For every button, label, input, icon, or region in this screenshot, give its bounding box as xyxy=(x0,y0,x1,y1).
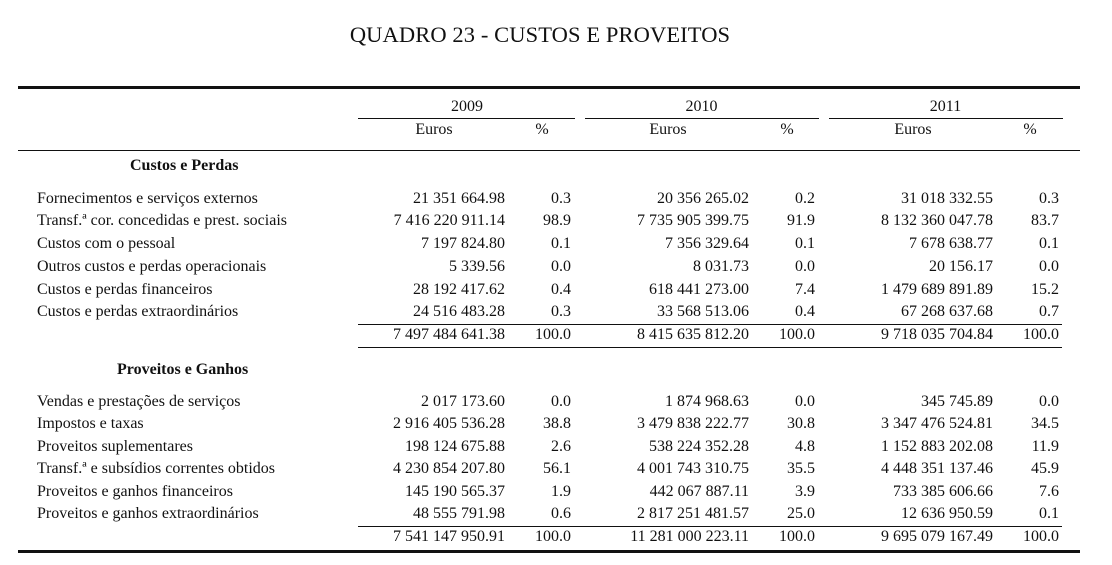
table-row xyxy=(0,505,1112,527)
euros-cell: 198 124 675.88 xyxy=(405,438,505,455)
year-2009-header: 2009 xyxy=(451,98,483,115)
euros-header-2011: Euros xyxy=(894,121,932,138)
table-row xyxy=(0,281,1112,303)
pct-cell: 0.3 xyxy=(551,190,571,207)
pct-cell: 3.9 xyxy=(795,483,815,500)
euros-cell: 5 339.56 xyxy=(449,258,505,275)
euros-cell: 21 351 664.98 xyxy=(413,190,505,207)
euros-cell: 2 817 251 481.57 xyxy=(637,505,749,522)
pct-cell: 0.3 xyxy=(1039,190,1059,207)
pct-cell: 0.1 xyxy=(1039,505,1059,522)
total-euros-cell: 7 497 484 641.38 xyxy=(393,326,505,343)
euros-cell: 3 479 838 222.77 xyxy=(637,415,749,432)
total-row xyxy=(0,326,1112,348)
euros-cell: 7 356 329.64 xyxy=(665,235,749,252)
row-label: Custos com o pessoal xyxy=(37,235,176,252)
table-top-rule xyxy=(18,86,1080,89)
pct-cell: 0.0 xyxy=(551,393,571,410)
year-2010-rule xyxy=(585,118,819,119)
euros-cell: 4 448 351 137.46 xyxy=(881,460,993,477)
total-pct-cell: 100.0 xyxy=(535,326,571,343)
table-row xyxy=(0,303,1112,325)
total-pct-cell: 100.0 xyxy=(1023,326,1059,343)
row-label: Transf.ª cor. concedidas e prest. sociais xyxy=(37,212,287,229)
pct-header-2011: % xyxy=(1023,121,1037,138)
euros-cell: 31 018 332.55 xyxy=(901,190,993,207)
pct-cell: 91.9 xyxy=(787,212,815,229)
row-label: Transf.ª e subsídios correntes obtidos xyxy=(37,460,276,477)
euros-cell: 442 067 887.11 xyxy=(649,483,749,500)
row-label: Outros custos e perdas operacionais xyxy=(37,258,267,275)
euros-cell: 2 916 405 536.28 xyxy=(393,415,505,432)
row-label: Fornecimentos e serviços externos xyxy=(37,190,258,207)
pct-cell: 0.4 xyxy=(795,303,815,320)
table-row xyxy=(0,393,1112,415)
pct-cell: 15.2 xyxy=(1031,281,1059,298)
pct-cell: 0.0 xyxy=(551,258,571,275)
row-label: Proveitos e ganhos financeiros xyxy=(37,483,233,500)
table-row xyxy=(0,190,1112,212)
total-euros-cell: 9 695 079 167.49 xyxy=(881,528,993,545)
pct-cell: 1.9 xyxy=(551,483,571,500)
euros-cell: 4 001 743 310.75 xyxy=(637,460,749,477)
total-pct-cell: 100.0 xyxy=(535,528,571,545)
total-euros-cell: 7 541 147 950.91 xyxy=(393,528,505,545)
pct-cell: 0.0 xyxy=(1039,258,1059,275)
header-bottom-rule xyxy=(18,150,1080,151)
table-row xyxy=(0,258,1112,280)
table-bottom-rule xyxy=(18,550,1080,553)
total-euros-cell: 9 718 035 704.84 xyxy=(881,326,993,343)
total-pct-cell: 100.0 xyxy=(779,326,815,343)
euros-cell: 4 230 854 207.80 xyxy=(393,460,505,477)
pct-cell: 83.7 xyxy=(1031,212,1059,229)
pct-cell: 34.5 xyxy=(1031,415,1059,432)
total-euros-cell: 11 281 000 223.11 xyxy=(630,528,749,545)
row-label: Proveitos e ganhos extraordinários xyxy=(37,505,259,522)
year-2009-rule xyxy=(358,118,575,119)
table-row xyxy=(0,460,1112,482)
pct-cell: 35.5 xyxy=(787,460,815,477)
euros-cell: 7 735 905 399.75 xyxy=(637,212,749,229)
table-row xyxy=(0,235,1112,257)
costs-total-bottom-rule xyxy=(358,347,1062,348)
row-label: Vendas e prestações de serviços xyxy=(37,393,241,410)
income-total-rule xyxy=(358,526,1062,527)
euros-cell: 8 132 360 047.78 xyxy=(881,212,993,229)
year-2010-header: 2010 xyxy=(685,98,718,115)
euros-cell: 1 152 883 202.08 xyxy=(881,438,993,455)
euros-header-2009: Euros xyxy=(415,121,453,138)
euros-cell: 12 636 950.59 xyxy=(901,505,993,522)
euros-cell: 20 356 265.02 xyxy=(657,190,749,207)
pct-cell: 0.7 xyxy=(1039,303,1059,320)
row-label: Custos e perdas extraordinários xyxy=(37,303,239,320)
euros-cell: 1 479 689 891.89 xyxy=(881,281,993,298)
row-label: Impostos e taxas xyxy=(37,415,144,432)
euros-cell: 48 555 791.98 xyxy=(413,505,505,522)
euros-cell: 345 745.89 xyxy=(921,393,993,410)
euros-cell: 3 347 476 524.81 xyxy=(881,415,993,432)
total-pct-cell: 100.0 xyxy=(779,528,815,545)
pct-cell: 30.8 xyxy=(787,415,815,432)
table-row xyxy=(0,483,1112,505)
euros-cell: 20 156.17 xyxy=(929,258,993,275)
total-pct-cell: 100.0 xyxy=(1023,528,1059,545)
pct-cell: 0.1 xyxy=(1039,235,1059,252)
euros-cell: 33 568 513.06 xyxy=(657,303,749,320)
pct-cell: 0.1 xyxy=(551,235,571,252)
row-label: Proveitos suplementares xyxy=(37,438,193,455)
euros-cell: 2 017 173.60 xyxy=(421,393,505,410)
euros-cell: 7 678 638.77 xyxy=(909,235,993,252)
year-2011-header: 2011 xyxy=(929,98,962,115)
total-row xyxy=(0,528,1112,550)
pct-header-2010: % xyxy=(780,121,794,138)
pct-header-2009: % xyxy=(535,121,549,138)
table-row xyxy=(0,212,1112,234)
euros-cell: 1 874 968.63 xyxy=(665,393,749,410)
euros-cell: 67 268 637.68 xyxy=(901,303,993,320)
total-euros-cell: 8 415 635 812.20 xyxy=(637,326,749,343)
euros-cell: 618 441 273.00 xyxy=(649,281,749,298)
euros-cell: 8 031.73 xyxy=(693,258,749,275)
row-label: Custos e perdas financeiros xyxy=(37,281,213,298)
pct-cell: 56.1 xyxy=(543,460,571,477)
pct-cell: 0.6 xyxy=(551,505,571,522)
pct-cell: 0.2 xyxy=(795,190,815,207)
table-row xyxy=(0,415,1112,437)
year-2011-rule xyxy=(829,118,1063,119)
pct-cell: 45.9 xyxy=(1031,460,1059,477)
table-row xyxy=(0,438,1112,460)
pct-cell: 98.9 xyxy=(543,212,571,229)
euros-cell: 145 190 565.37 xyxy=(405,483,505,500)
costs-total-rule xyxy=(358,324,1062,325)
euros-cell: 7 416 220 911.14 xyxy=(393,212,505,229)
euros-cell: 28 192 417.62 xyxy=(413,281,505,298)
pct-cell: 25.0 xyxy=(787,505,815,522)
pct-cell: 7.4 xyxy=(795,281,815,298)
pct-cell: 7.6 xyxy=(1039,483,1059,500)
euros-cell: 733 385 606.66 xyxy=(893,483,993,500)
pct-cell: 2.6 xyxy=(551,438,571,455)
pct-cell: 11.9 xyxy=(1031,438,1059,455)
euros-cell: 538 224 352.28 xyxy=(649,438,749,455)
euros-cell: 7 197 824.80 xyxy=(421,235,505,252)
euros-cell: 24 516 483.28 xyxy=(413,303,505,320)
euros-header-2010: Euros xyxy=(649,121,687,138)
page-title: QUADRO 23 - CUSTOS E PROVEITOS xyxy=(349,22,731,47)
pct-cell: 0.1 xyxy=(795,235,815,252)
pct-cell: 4.8 xyxy=(795,438,815,455)
pct-cell: 0.0 xyxy=(1039,393,1059,410)
pct-cell: 0.4 xyxy=(551,281,571,298)
pct-cell: 0.3 xyxy=(551,303,571,320)
pct-cell: 38.8 xyxy=(543,415,571,432)
pct-cell: 0.0 xyxy=(795,258,815,275)
income-section-heading: Proveitos e Ganhos xyxy=(117,361,249,378)
costs-section-heading: Custos e Perdas xyxy=(130,157,239,174)
pct-cell: 0.0 xyxy=(795,393,815,410)
